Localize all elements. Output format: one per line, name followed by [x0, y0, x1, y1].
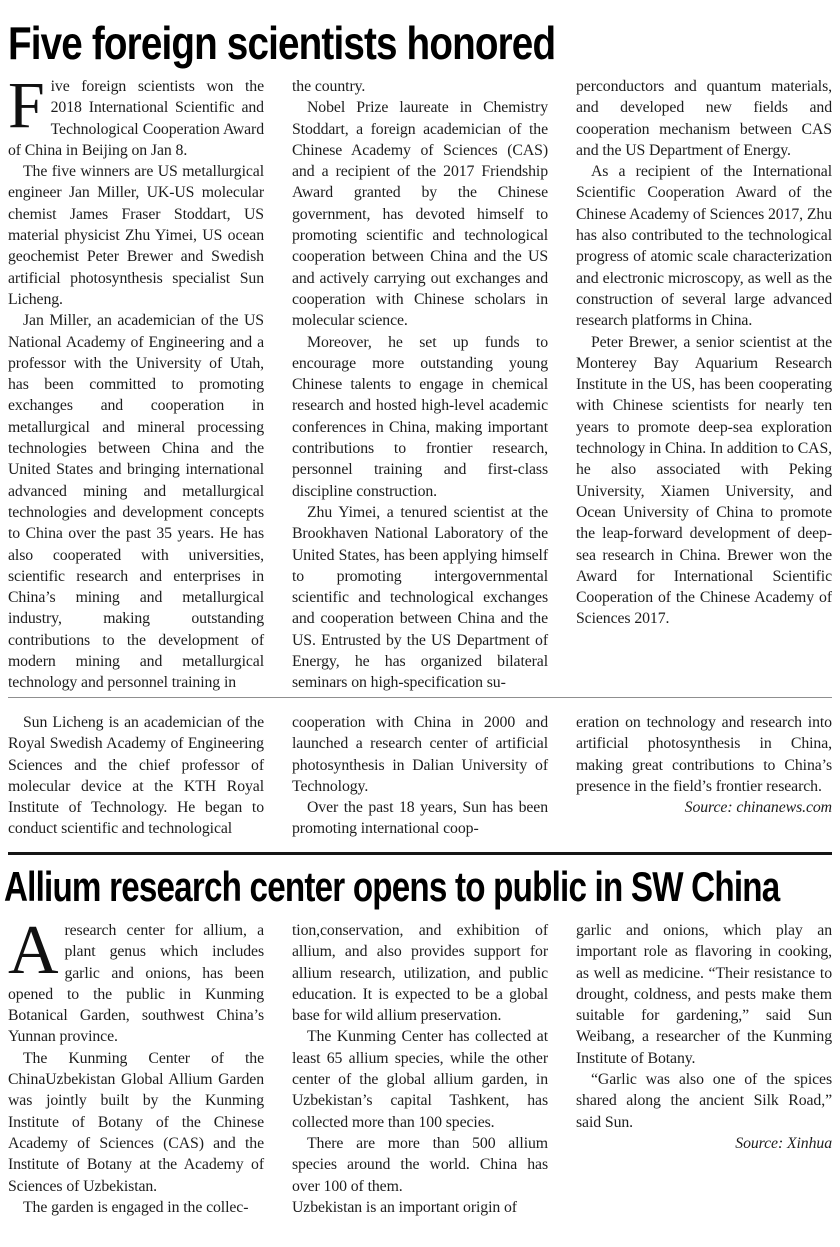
paragraph: The Kunming Center of the ChinaUzbekistan Global Allium Garden was jointly built by the Kunming Institute of Botany of the Chinese Academy of Sciences (CAS) and the Institute of Botany at the Academy of Sciences of Uzbekistan. — [8, 1049, 264, 1195]
paragraph-lead — [8, 920, 264, 1048]
thin-divider — [8, 697, 832, 698]
paragraph: Moreover, he set up funds to encourage more outstanding young Chinese talents to engage in chemical research and hosted high-level academic conferences in China, making important contributions to frontier research, personnel training and first-class discipline construction. — [292, 333, 548, 500]
paragraph: Sun Licheng is an academician of the Royal Swedish Academy of Engineering Sciences and the chief professor of molecular device at the KTH Royal Institute of Technology. He began to conduct scientific and technological — [8, 714, 264, 838]
paragraph: “Garlic was also one of the spices shared along the ancient Silk Road,” said Sun. — [576, 1071, 832, 1131]
article2-column-3 — [576, 920, 832, 1220]
thick-divider — [8, 852, 832, 855]
lead-text: ive foreign scientists won the 2018 International Scientific and Technological Cooperation Award of China in Beijing on Jan 8. — [8, 78, 264, 159]
paragraph-continuation: the country. — [292, 78, 366, 95]
article2-column-2 — [292, 920, 548, 1220]
drop-cap-f: F — [8, 76, 45, 142]
paragraph-continuation: perconductors and quantum materials, and developed new fields and cooperation mechanism between CAS and the US Department of Energy. — [576, 78, 832, 159]
paragraph: Uzbekistan is an important origin of — [292, 1198, 517, 1216]
article2-headline: Allium research center opens to public in SW China — [4, 863, 780, 910]
paragraph: The five winners are US metallurgical engineer Jan Miller, UK-US molecular chemist James Fraser Stoddart, US material physicist Zhu Yimei, US ocean geochemist Peter Brewer and Swedish artificial photosynthesis specialist Sun Licheng. — [8, 163, 264, 308]
article2-columns — [8, 920, 832, 1220]
sun-licheng-section — [8, 712, 832, 850]
lead-text: research center for allium, a plant genus which includes garlic and onions, has been opened to the public in Kunming Botanical Garden, southwest China’s Yunnan province. — [8, 922, 264, 1046]
paragraph: Over the past 18 years, Sun has been promoting international coop- — [292, 799, 548, 838]
article1-column-1 — [8, 76, 264, 694]
article1-headline: Five foreign scientists honored — [8, 17, 556, 69]
article1-column-2 — [292, 76, 548, 694]
paragraph: Jan Miller, an academician of the US National Academy of Engineering and a professor with the University of Utah, has been committed to promoting exchanges and cooperation in metallurgical and mineral processing technologies between China and the United States and bringing international advanced mining and metallurgical technologies and development concepts to China over the past 35 years. He has also cooperated with universities, scientific research and enterprises in China’s mining and metallurgical industry, making outstanding contributions to the development of modern mining and metallurgical technology and personnel training in — [8, 312, 264, 692]
paragraph: There are more than 500 allium species around the world. China has over 100 of them. — [292, 1134, 548, 1195]
article1-column-3 — [576, 76, 832, 694]
paragraph: The Kunming Center has collected at least 65 allium species, while the other center of the global allium garden, in Uzbekistan’s capital Tashkent, has collected more than 100 species. — [292, 1028, 548, 1131]
sun-column-2 — [292, 712, 548, 850]
source-line: Source: chinanews.com — [684, 799, 832, 817]
article1-columns — [8, 76, 832, 694]
paragraph-continuation: eration on technology and research into artificial photosynthesis in China, making great contributions to China’s presence in the field’s frontier research. — [576, 714, 832, 795]
paragraph: Peter Brewer, a senior scientist at the Monterey Bay Aquarium Research Institute in the US, has been cooperating with Chinese scientists for nearly ten years to promote deep-sea exploration technology in China. In addition to CAS, he also associated with Peking University, Xiamen University, and Ocean University of China to promote the leap-forward development of deep-sea research in China. Brewer won the Award for International Scientific Cooperation of the Chinese Academy of Sciences 2017. — [576, 333, 832, 628]
paragraph: Zhu Yimei, a tenured scientist at the Brookhaven National Laboratory of the United States, has been applying himself to promoting intergovernmental scientific and technological exchanges and cooperation between China and the US. Entrusted by the US Department of Energy, he has organized bilateral seminars on high-specification su- — [292, 503, 548, 692]
paragraph: Nobel Prize laureate in Chemistry Stoddart, a foreign academician of the Chinese Academy of Sciences (CAS) and a recipient of the 2017 Friendship Award granted by the Chinese government, has devoted himself to promoting scientific and technological cooperation between China and the US and actively carrying out exchanges and cooperation with Chinese scholars in molecular science. — [292, 99, 548, 330]
source-line: Source: Xinhua — [735, 1134, 832, 1152]
paragraph: The garden is engaged in the collec- — [23, 1198, 249, 1216]
paragraph-continuation: garlic and onions, which play an important role as flavoring in cooking, as well as medicine. “Their resistance to drought, coldness, and pests make them suitable for gardening,” said Sun Weibang, a researcher of the Kunming Institute of Botany. — [576, 922, 832, 1067]
sun-column-1 — [8, 712, 264, 850]
paragraph-lead — [8, 76, 264, 161]
paragraph-continuation: cooperation with China in 2000 and launched a research center of artificial photosynthesis in Dalian University of Technology. — [292, 714, 548, 795]
article2-column-1 — [8, 920, 264, 1220]
paragraph-continuation: tion,conservation, and exhibition of allium, and also provides support for allium research, utilization, and public education. It is expected to be a global base for wild allium preservation. — [292, 922, 548, 1025]
paragraph: As a recipient of the International Scientific Cooperation Award of the Chinese Academy of Sciences 2017, Zhu has also contributed to the technological progress of atomic scale characterization and electronic microscopy, as well as the construction of several large advanced research platforms in China. — [576, 163, 832, 330]
drop-cap-a: A — [8, 920, 59, 989]
sun-column-3 — [576, 712, 832, 850]
